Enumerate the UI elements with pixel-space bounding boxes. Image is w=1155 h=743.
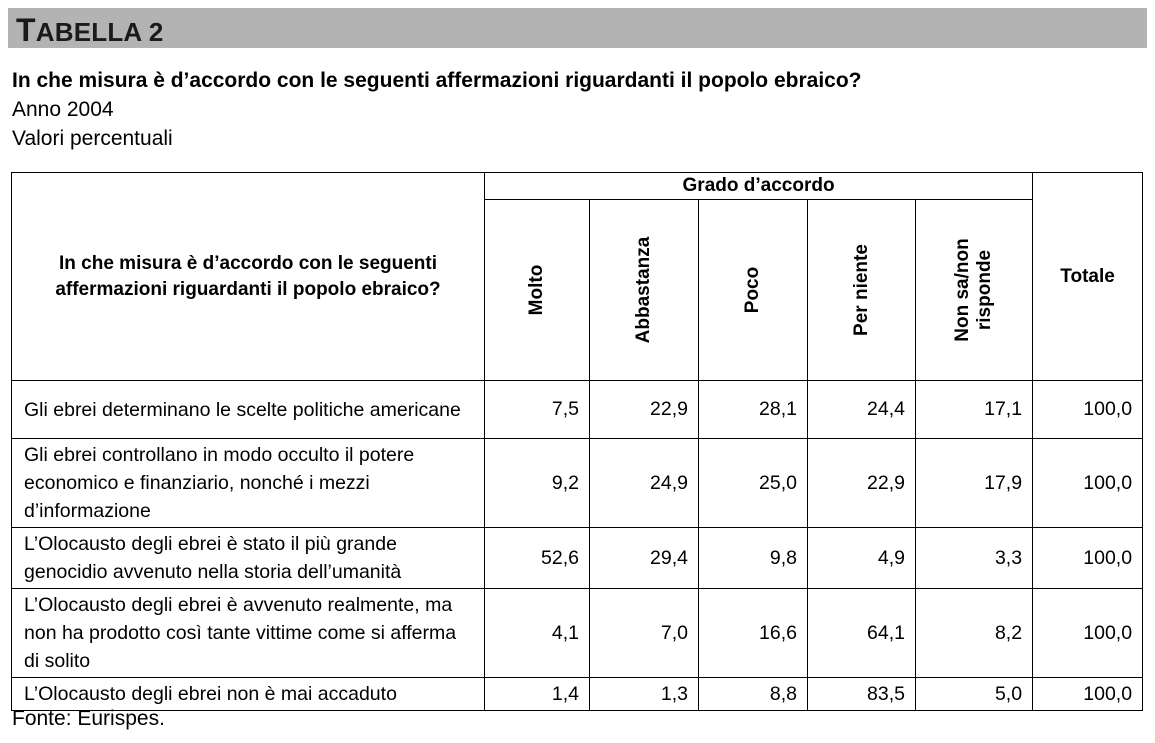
table-title-bar <box>8 8 1147 48</box>
header-non-sa-line2: risponde <box>974 249 996 331</box>
cell-non-sa: 5,0 <box>916 678 1033 711</box>
row-label: L’Olocausto degli ebrei non è mai accaduto <box>12 678 485 711</box>
table-row <box>12 589 1143 678</box>
table-row <box>12 528 1143 589</box>
table-question: In che misura è d’accordo con le seguenti affermazioni riguardanti il popolo ebraico? <box>12 69 862 92</box>
cell-molto: 7,5 <box>485 381 590 439</box>
header-abbastanza <box>590 200 699 381</box>
row-label: L’Olocausto degli ebrei è stato il più grande genocidio avvenuto nella storia dell’umanità <box>12 528 485 589</box>
cell-per-niente: 83,5 <box>808 678 916 711</box>
cell-poco: 28,1 <box>699 381 808 439</box>
header-non-sa <box>916 200 1033 381</box>
cell-poco: 16,6 <box>699 589 808 678</box>
header-non-sa-label <box>952 238 996 341</box>
cell-per-niente: 4,9 <box>808 528 916 589</box>
cell-abbastanza: 24,9 <box>590 439 699 528</box>
row-label: Gli ebrei controllano in modo occulto il potere economico e finanziario, nonché i mezzi d’informazione <box>12 439 485 528</box>
cell-totale: 100,0 <box>1033 528 1143 589</box>
header-totale: Totale <box>1033 173 1143 381</box>
header-per-niente-label: Per niente <box>850 244 872 336</box>
data-table <box>11 172 1143 711</box>
table-title-initial: T <box>16 12 36 48</box>
row-label: Gli ebrei determinano le scelte politiche americane <box>12 381 485 439</box>
table-title <box>16 12 164 50</box>
table-row <box>12 439 1143 528</box>
header-question: In che misura è d’accordo con le seguenti affermazioni riguardanti il popolo ebraico? <box>12 173 485 381</box>
cell-abbastanza: 22,9 <box>590 381 699 439</box>
cell-per-niente: 64,1 <box>808 589 916 678</box>
table-row <box>12 381 1143 439</box>
table-unit: Valori percentuali <box>12 127 173 150</box>
header-abbastanza-label: Abbastanza <box>633 236 654 344</box>
cell-non-sa: 17,1 <box>916 381 1033 439</box>
header-molto-label: Molto <box>526 264 547 316</box>
cell-totale: 100,0 <box>1033 439 1143 528</box>
row-label: L’Olocausto degli ebrei è avvenuto realmente, ma non ha prodotto così tante vittime come si afferma di solito <box>12 589 485 678</box>
cell-poco: 25,0 <box>699 439 808 528</box>
cell-molto: 9,2 <box>485 439 590 528</box>
cell-per-niente: 24,4 <box>808 381 916 439</box>
cell-totale: 100,0 <box>1033 381 1143 439</box>
table-row <box>12 678 1143 711</box>
cell-non-sa: 8,2 <box>916 589 1033 678</box>
cell-molto: 1,4 <box>485 678 590 711</box>
cell-non-sa: 3,3 <box>916 528 1033 589</box>
table-title-rest: ABELLA 2 <box>35 17 164 47</box>
cell-per-niente: 22,9 <box>808 439 916 528</box>
cell-totale: 100,0 <box>1033 678 1143 711</box>
table-year: Anno 2004 <box>12 98 114 121</box>
cell-molto: 4,1 <box>485 589 590 678</box>
cell-non-sa: 17,9 <box>916 439 1033 528</box>
header-poco <box>699 200 808 381</box>
cell-abbastanza: 29,4 <box>590 528 699 589</box>
header-per-niente <box>808 200 916 381</box>
cell-poco: 9,8 <box>699 528 808 589</box>
cell-abbastanza: 7,0 <box>590 589 699 678</box>
cell-molto: 52,6 <box>485 528 590 589</box>
header-group-grado: Grado d’accordo <box>485 173 1033 200</box>
cell-abbastanza: 1,3 <box>590 678 699 711</box>
header-poco-label: Poco <box>742 266 763 314</box>
header-molto <box>485 200 590 381</box>
cell-totale: 100,0 <box>1033 589 1143 678</box>
header-non-sa-line1: Non sa/non <box>952 238 974 342</box>
table-source: Fonte: Eurispes. <box>12 707 165 730</box>
cell-poco: 8,8 <box>699 678 808 711</box>
